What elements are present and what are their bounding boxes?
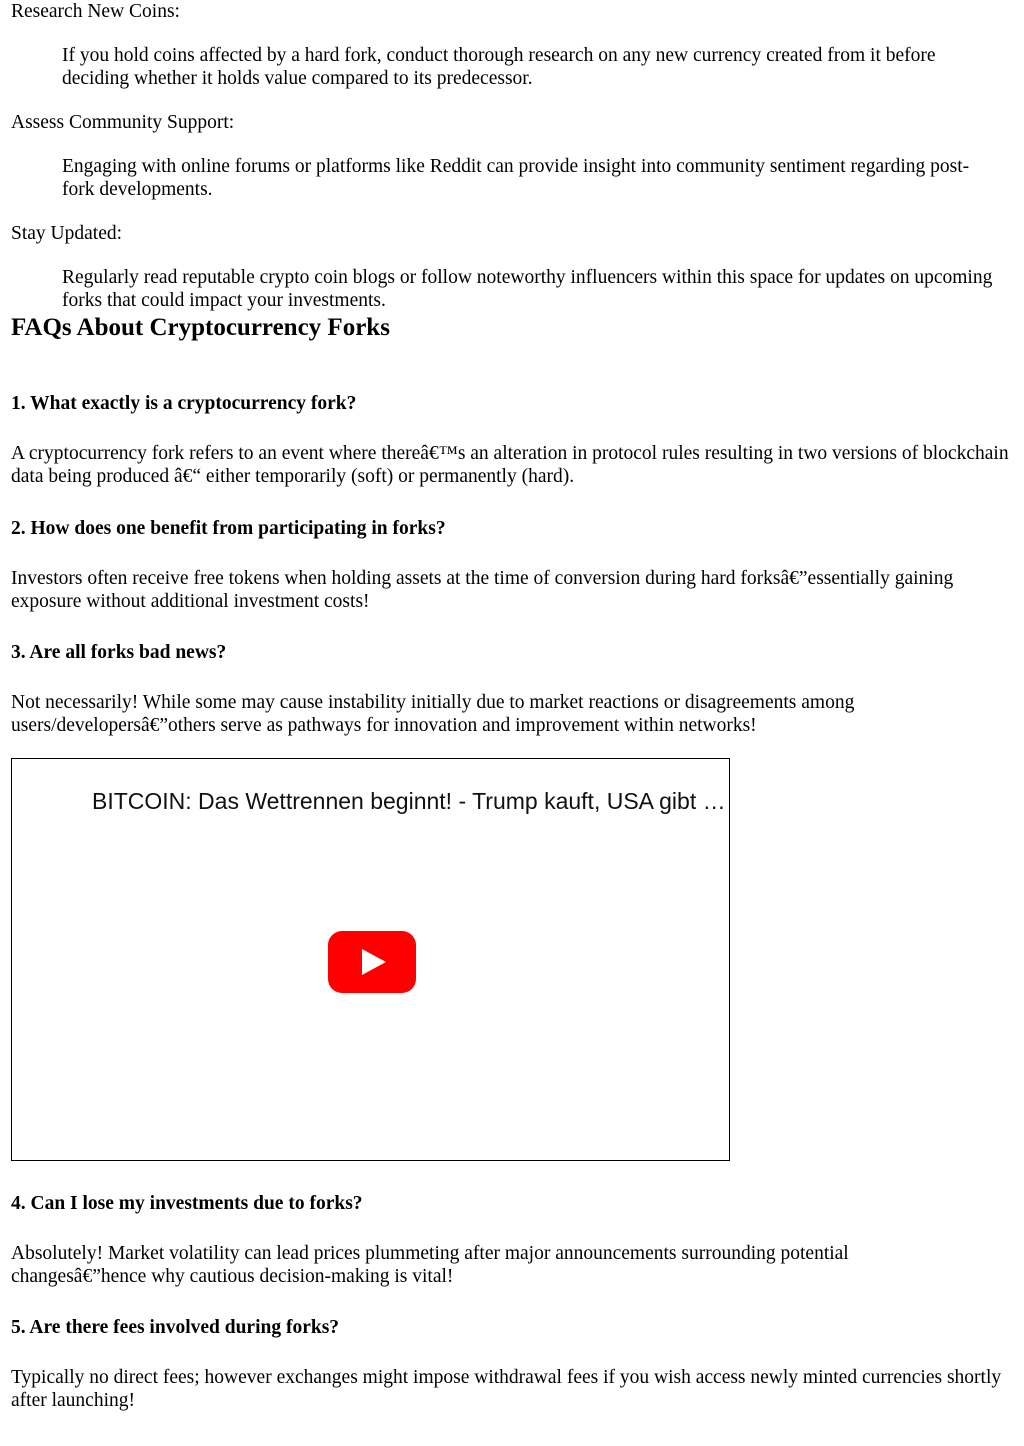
tip-term: Stay Updated: xyxy=(11,223,123,244)
faq-question: 1. What exactly is a cryptocurrency fork? xyxy=(11,393,357,414)
video-title[interactable]: BITCOIN: Das Wettrennen beginnt! - Trump kauft, USA gibt … xyxy=(92,788,726,814)
faq-question: 5. Are there fees involved during forks? xyxy=(11,1317,340,1338)
faq-question: 3. Are all forks bad news? xyxy=(11,642,227,663)
faq-heading: FAQs About Cryptocurrency Forks xyxy=(11,314,390,341)
tip-definition: Engaging with online forums or platforms like Reddit can provide insight into community sentiment regarding post-fork developments. xyxy=(62,156,970,200)
faq-answer: Absolutely! Market volatility can lead prices plummeting after major announcements surrounding potential changesâ€”hence why cautious decision-making is vital! xyxy=(11,1243,849,1287)
youtube-play-icon[interactable] xyxy=(328,931,416,993)
faq-answer: Typically no direct fees; however exchanges might impose withdrawal fees if you wish access newly minted currencies shortly after launching! xyxy=(11,1367,1002,1411)
tip-term: Research New Coins: xyxy=(11,1,180,22)
faq-answer: Not necessarily! While some may cause instability initially due to market reactions or disagreements among users/developersâ€”others serve as pathways for innovation and improvement within networks! xyxy=(11,692,855,736)
tip-term: Assess Community Support: xyxy=(11,112,235,133)
tip-item xyxy=(11,111,1017,201)
video-embed[interactable] xyxy=(11,758,730,1161)
tip-item xyxy=(11,0,1017,90)
tip-definition: If you hold coins affected by a hard fork, conduct thorough research on any new currency created from it before deciding whether it holds value compared to its predecessor. xyxy=(62,45,936,89)
faq-answer: A cryptocurrency fork refers to an event where thereâ€™s an alteration in protocol rules resulting in two versions of blockchain data being produced â€“ either temporarily (soft) or permanently (hard). xyxy=(11,443,1009,487)
tip-definition: Regularly read reputable crypto coin blogs or follow noteworthy influencers within this space for updates on upcoming forks that could impact your investments. xyxy=(62,267,993,311)
tip-item xyxy=(11,222,1017,312)
faq-question: 2. How does one benefit from participating in forks? xyxy=(11,518,446,539)
faq-question: 4. Can I lose my investments due to forks? xyxy=(11,1193,363,1214)
faq-answer: Investors often receive free tokens when holding assets at the time of conversion during hard forksâ€”essentially gaining exposure without additional investment costs! xyxy=(11,568,954,612)
